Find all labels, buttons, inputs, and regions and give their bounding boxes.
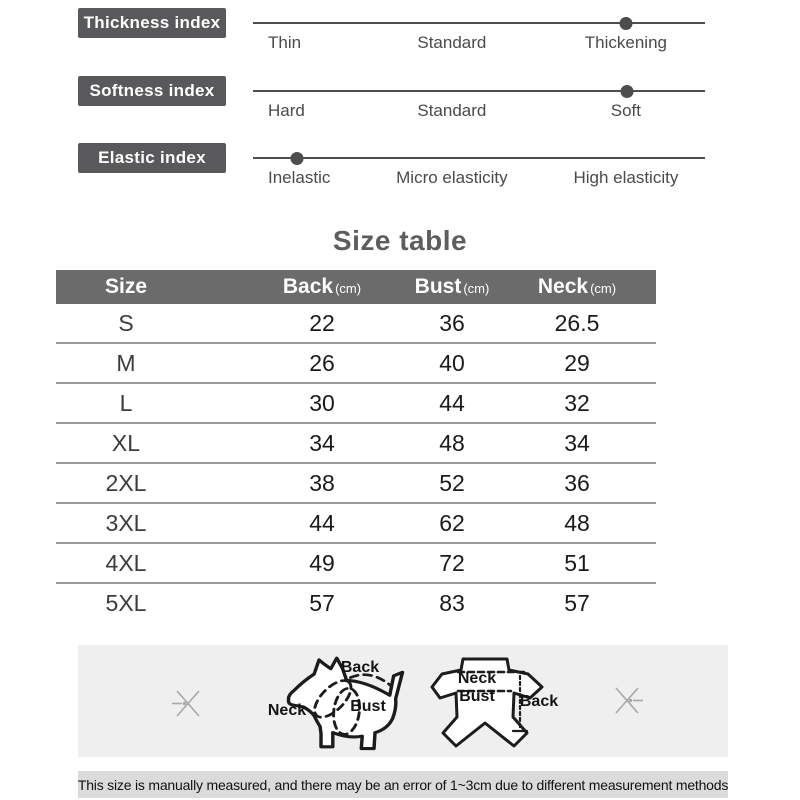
scale-label: Standard: [417, 101, 487, 120]
measurement-disclaimer-bar: [78, 771, 728, 798]
table-row: [56, 584, 656, 624]
cell-neck: 29: [564, 350, 590, 376]
cell-neck: 26.5: [554, 310, 600, 336]
elastic-slider: [253, 143, 705, 203]
softness-index-row: [78, 76, 708, 136]
scale-label: Hard: [268, 101, 305, 120]
carousel-next-icon[interactable]: [610, 683, 644, 717]
softness-slider-dot: [620, 85, 633, 98]
dog-neck-label: Neck: [267, 702, 307, 719]
cell-neck: 48: [564, 510, 590, 536]
cell-back: 57: [309, 590, 335, 616]
cell-size: L: [119, 390, 133, 416]
scale-label: Inelastic: [268, 168, 331, 187]
cell-bust: 48: [439, 430, 465, 456]
thickness-slider-track: [253, 22, 705, 24]
elastic-index-label: Elastic index: [78, 143, 226, 173]
column-header-size: Size: [104, 275, 148, 298]
cell-back: 44: [309, 510, 335, 536]
thickness-slider: [253, 8, 705, 68]
thickness-index-row: [78, 8, 708, 68]
cell-size: 3XL: [105, 510, 147, 536]
scale-label: High elasticity: [573, 168, 679, 187]
size-table-body: [56, 304, 656, 624]
scale-label: Micro elasticity: [396, 168, 508, 187]
column-header-neck: Neck (cm): [537, 275, 617, 298]
cell-bust: 83: [439, 590, 465, 616]
elastic-slider-dot: [290, 152, 303, 165]
softness-slider-track: [253, 90, 705, 92]
garment-bust-label: Bust: [459, 688, 495, 705]
cell-neck: 57: [564, 590, 590, 616]
scale-label: Soft: [610, 101, 642, 120]
table-row: [56, 384, 656, 424]
cell-bust: 44: [439, 390, 465, 416]
dog-back-label: Back: [340, 659, 380, 676]
garment-back-label: Back: [519, 693, 559, 710]
cell-bust: 72: [439, 550, 465, 576]
cell-back: 38: [309, 470, 335, 496]
table-row: [56, 464, 656, 504]
table-row: [56, 504, 656, 544]
table-row: [56, 344, 656, 384]
cell-back: 49: [309, 550, 335, 576]
size-table-header: [56, 270, 656, 304]
cell-neck: 32: [564, 390, 590, 416]
cell-back: 26: [309, 350, 335, 376]
elastic-index-row: [78, 143, 708, 203]
table-row: [56, 424, 656, 464]
cell-size: 5XL: [105, 590, 147, 616]
cell-bust: 36: [439, 310, 465, 336]
cell-bust: 62: [439, 510, 465, 536]
cell-size: XL: [111, 430, 141, 456]
column-header-back: Back (cm): [282, 275, 362, 298]
cell-neck: 34: [564, 430, 590, 456]
cell-back: 22: [309, 310, 335, 336]
size-table-title: Size table: [332, 225, 468, 256]
cell-size: 2XL: [105, 470, 147, 496]
garment-neck-label: Neck: [457, 670, 497, 687]
table-row: [56, 304, 656, 344]
scale-label: Standard: [417, 33, 487, 52]
cell-bust: 52: [439, 470, 465, 496]
dog-bust-label: Bust: [350, 698, 386, 715]
cell-size: 4XL: [105, 550, 147, 576]
softness-slider: [253, 76, 705, 136]
cell-bust: 40: [439, 350, 465, 376]
cell-back: 30: [309, 390, 335, 416]
elastic-slider-track: [253, 157, 705, 159]
measurement-diagram-panel: [78, 645, 728, 757]
cell-size: M: [116, 350, 136, 376]
cell-back: 34: [309, 430, 335, 456]
carousel-prev-icon[interactable]: [171, 686, 205, 720]
softness-index-label: Softness index: [78, 76, 226, 106]
scale-label: Thin: [268, 33, 302, 52]
table-row: [56, 544, 656, 584]
column-header-bust: Bust (cm): [414, 275, 490, 298]
cell-size: S: [118, 310, 134, 336]
scale-label: Thickening: [584, 33, 667, 52]
disclaimer-text: This size is manually measured, and there may be an error of 1~3cm due to different measurement methods: [77, 776, 729, 793]
cell-neck: 51: [564, 550, 590, 576]
cell-neck: 36: [564, 470, 590, 496]
thickness-slider-dot: [619, 17, 632, 30]
thickness-index-label: Thickness index: [78, 8, 226, 38]
